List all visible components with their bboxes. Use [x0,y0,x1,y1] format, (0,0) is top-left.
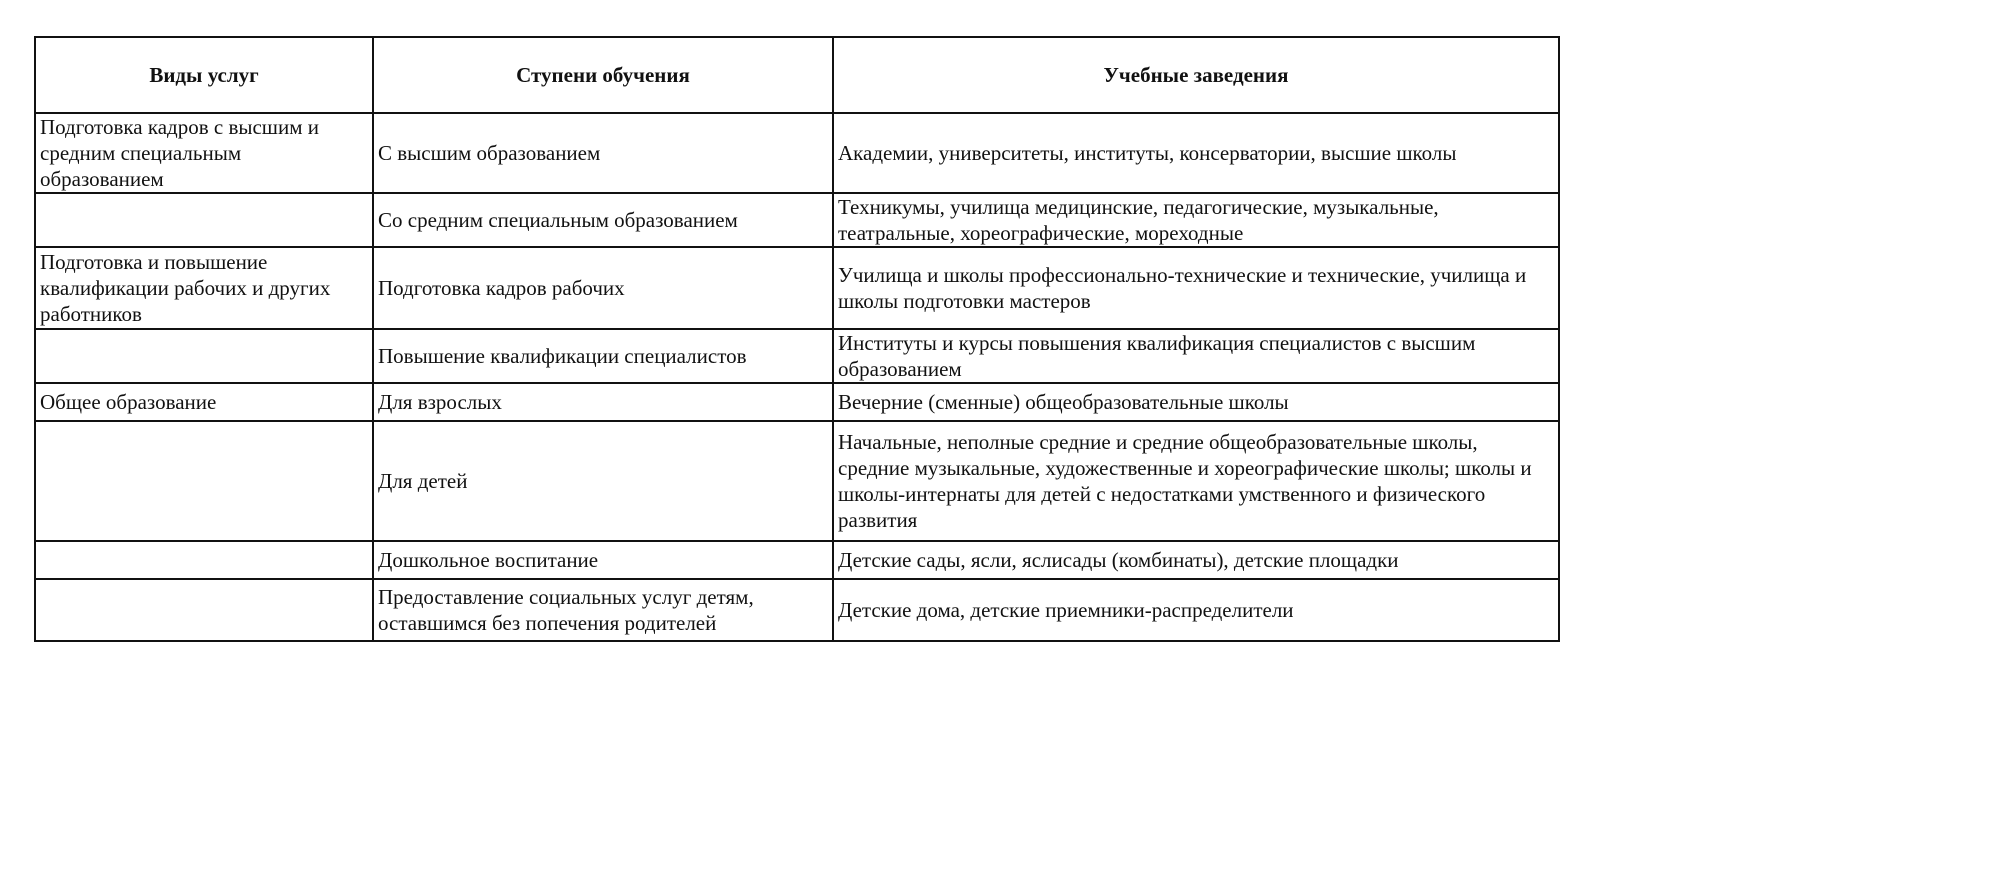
level-cell: Предоставление социальных услуг детям, оставшимся без попечения родителей [373,579,833,641]
service-cell [35,541,373,579]
level-cell: Дошкольное воспитание [373,541,833,579]
table-row [35,579,1559,641]
service-cell: Общее образование [35,383,373,421]
header-institutions: Учебные заведения [833,37,1559,113]
table-row [35,193,1559,247]
service-cell [35,329,373,383]
table-row [35,247,1559,329]
level-cell: Повышение квалификации специалистов [373,329,833,383]
level-cell: Для детей [373,421,833,541]
institutions-cell: Техникумы, училища медицинские, педагогические, музыкальные, театральные, хореографические, мореходные [833,193,1559,247]
level-cell: Со средним специальным образованием [373,193,833,247]
table-row [35,421,1559,541]
institutions-cell: Академии, университеты, институты, консерватории, высшие школы [833,113,1559,193]
table-row [35,541,1559,579]
table-container [34,36,1994,642]
header-services: Виды услуг [35,37,373,113]
level-cell: Для взрослых [373,383,833,421]
institutions-cell: Училища и школы профессионально-технические и технические, училища и школы подготовки мастеров [833,247,1559,329]
institutions-cell: Вечерние (сменные) общеобразовательные школы [833,383,1559,421]
header-levels: Ступени обучения [373,37,833,113]
service-cell: Подготовка кадров с высшим и средним специальным образованием [35,113,373,193]
education-services-table [34,36,1560,642]
service-cell [35,579,373,641]
service-cell: Подготовка и повышение квалификации рабочих и других работников [35,247,373,329]
institutions-cell: Детские дома, детские приемники-распределители [833,579,1559,641]
institutions-cell: Начальные, неполные средние и средние общеобразовательные школы, средние музыкальные, художественные и хореографические школы; школы и школы-интернаты для детей с недостатками умственного и физического развития [833,421,1559,541]
table-row [35,329,1559,383]
service-cell [35,193,373,247]
header-row [35,37,1559,113]
institutions-cell: Институты и курсы повышения квалификация специалистов с высшим образованием [833,329,1559,383]
table-row [35,383,1559,421]
table-row [35,113,1559,193]
level-cell: Подготовка кадров рабочих [373,247,833,329]
institutions-cell: Детские сады, ясли, яслисады (комбинаты), детские площадки [833,541,1559,579]
level-cell: С высшим образованием [373,113,833,193]
service-cell [35,421,373,541]
